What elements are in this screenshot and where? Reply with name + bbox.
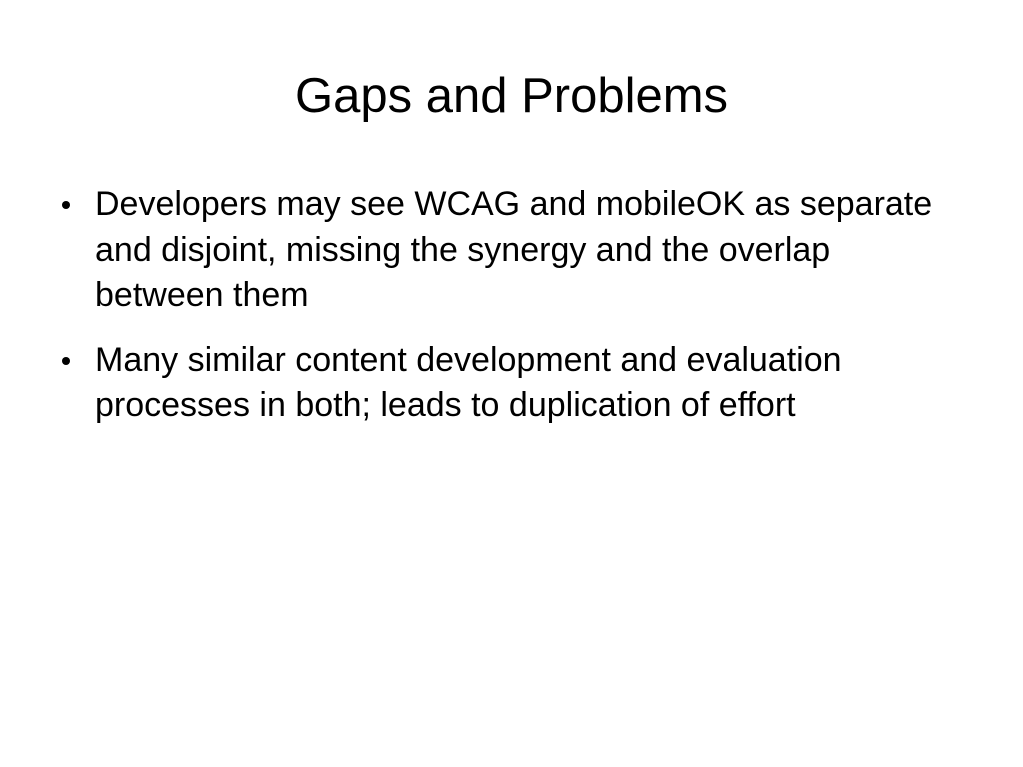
bullet-item [60,182,960,319]
slide-title: Gaps and Problems [294,69,729,123]
bullet-text: Many similar content development and evaluation processes in both; leads to duplication of effort [95,340,842,424]
bullet-dot-icon [62,201,70,209]
bullet-list [60,182,960,448]
bullet-dot-icon [62,357,70,365]
bullet-text: Developers may see WCAG and mobileOK as separate and disjoint, missing the synergy and the overlap between them [95,185,933,314]
bullet-item [60,338,960,429]
